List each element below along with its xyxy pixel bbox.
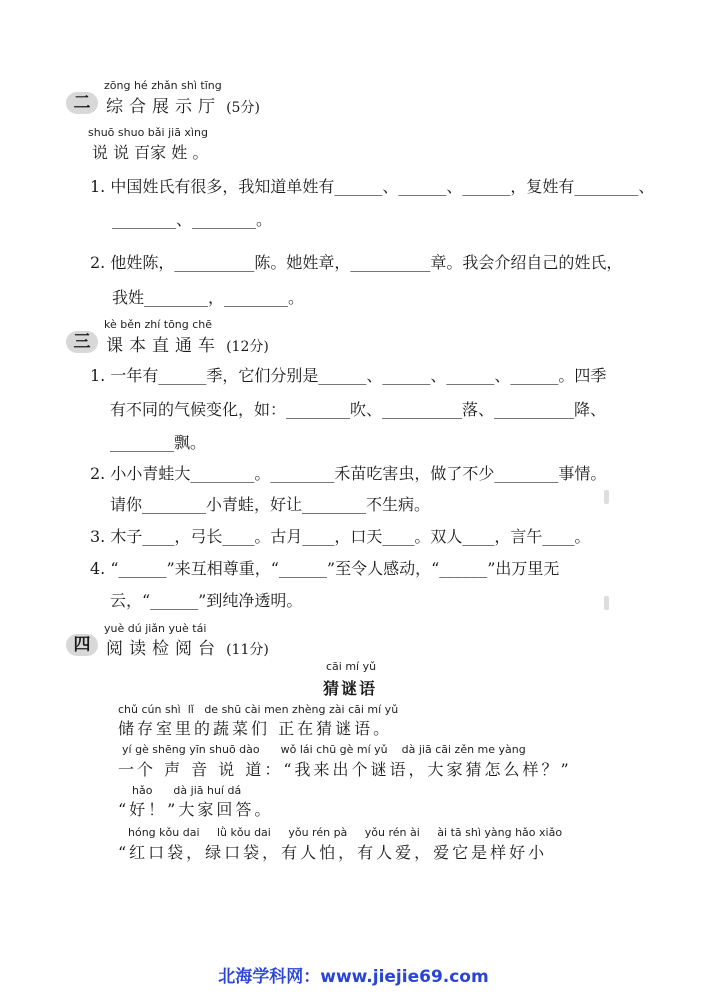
- section2-title-pinyin: zōng hé zhǎn shì tīng: [104, 79, 222, 92]
- section2-q2-line1: 2. 他姓陈，__________陈。她姓章，__________章。我会介绍自己的姓氏，: [90, 253, 623, 272]
- section2-title: 综合展示厅: [106, 97, 221, 117]
- section2-q2-line2: 我姓________，________。: [112, 288, 305, 307]
- scan-mark: [604, 490, 609, 504]
- section3-q1-line2: 有不同的气候变化，如：________吹、__________落、__________降、: [110, 400, 607, 419]
- story-line2: 一个 声 音 说 道：“我来出个谜语，大家猜怎么样？”: [118, 760, 572, 779]
- footer-watermark: 北海学科网：www.jiejie69.com: [218, 967, 489, 987]
- section2-score: (5分): [226, 100, 260, 116]
- section2-number: 二: [66, 92, 98, 114]
- section2-intro-pinyin: shuō shuo bǎi jiā xìng: [88, 126, 208, 139]
- section2-q1-line1: 1. 中国姓氏有很多，我知道单姓有______、______、______，复姓有________、: [90, 177, 655, 196]
- section3-number: 三: [66, 331, 98, 353]
- section4-title: 阅读检阅台: [106, 639, 221, 659]
- section3-heading: [106, 331, 269, 356]
- section3-q4-line1: 4. “______”来互相尊重，“______”至令人感动，“______”出万里无: [90, 559, 560, 578]
- story-line3-pinyin: hǎo dà jiā huí dá: [132, 784, 242, 797]
- story-line1-pinyin: chǔ cún shì lǐ de shū cài men zhèng zài cāi mí yǔ: [118, 703, 399, 716]
- section3-q4-line2: 云，“______”到纯净透明。: [110, 591, 303, 610]
- story-title-pinyin: cāi mí yǔ: [326, 660, 377, 673]
- section4-heading: [106, 634, 269, 659]
- section4-score: (11分): [226, 642, 269, 658]
- section4-number: 四: [66, 634, 98, 656]
- section3-score: (12分): [226, 339, 269, 355]
- section3-q2-line1: 2. 小小青蛙大________。________禾苗吃害虫，做了不少________事情。: [90, 464, 607, 483]
- story-line4-pinyin: hóng kǒu dai lǜ kǒu dai yǒu rén pà yǒu rén ài ài tā shì yàng hǎo xiǎo: [128, 826, 563, 839]
- section2-q1-line2: ________、________。: [112, 210, 273, 229]
- section3-q3-line1: 3. 木子____，弓长____。古月____，口天____。双人____，言午____。: [90, 527, 591, 546]
- section4-title-pinyin: yuè dú jiǎn yuè tái: [104, 622, 207, 635]
- story-line2-pinyin: yí gè shēng yīn shuō dào wǒ lái chū gè mí yǔ dà jiā cāi zěn me yàng: [122, 743, 526, 756]
- story-line1: 储存室里的蔬菜们 正在猜谜语。: [118, 719, 393, 738]
- story-line4: “红口袋，绿口袋，有人怕，有人爱，爱它是样好小: [118, 843, 548, 862]
- section3-q2-line2: 请你________小青蛙，好让________不生病。: [110, 495, 431, 514]
- section2-heading: [106, 92, 260, 117]
- section3-q1-line3: ________飘。: [110, 433, 207, 452]
- section3-q1-line1: 1. 一年有______季，它们分别是______、______、______、______。四季: [90, 366, 607, 385]
- section2-intro: 说 说 百家 姓 。: [92, 143, 209, 162]
- section3-title: 课本直通车: [106, 336, 221, 356]
- story-line3: “好！”大家回答。: [118, 800, 274, 819]
- section3-title-pinyin: kè běn zhí tōng chē: [104, 318, 213, 331]
- scan-mark: [604, 596, 609, 610]
- story-title: 猜谜语: [323, 679, 378, 698]
